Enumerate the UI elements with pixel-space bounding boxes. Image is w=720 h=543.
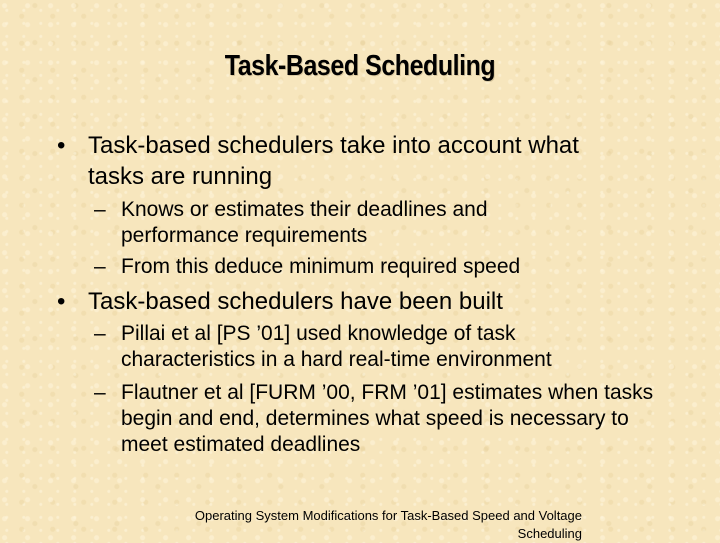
dash-icon: – — [94, 381, 106, 404]
sub-bullet-item — [94, 197, 554, 249]
slide-title: Task-Based Scheduling — [224, 50, 496, 82]
sub-bullet-text: Pillai et al [PS ’01] used knowledge of task characteristics in a hard real-time environment — [121, 322, 552, 371]
bullet-text: Task-based schedulers have been built — [88, 288, 503, 315]
dash-icon: – — [94, 255, 106, 278]
sub-bullet-text: Flautner et al [FURM ’00, FRM ’01] estimates when tasks begin and end, determines what speed is necessary to meet estimated deadlines — [121, 381, 654, 456]
bullet-item — [57, 130, 617, 192]
sub-bullet-text: From this deduce minimum required speed — [121, 255, 521, 278]
sub-bullet-item — [94, 254, 594, 280]
bullet-icon: • — [57, 288, 66, 315]
bullet-item — [57, 286, 637, 317]
sub-bullet-text: Knows or estimates their deadlines and performance requirements — [121, 198, 488, 247]
bullet-text: Task-based schedulers take into account what tasks are running — [88, 132, 579, 190]
dash-icon: – — [94, 322, 106, 345]
dash-icon: – — [94, 198, 106, 221]
slide-footer: Operating System Modifications for Task-Based Speed and Voltage Scheduling — [194, 508, 582, 541]
sub-bullet-item — [94, 380, 674, 458]
sub-bullet-item — [94, 321, 624, 373]
bullet-icon: • — [57, 132, 66, 159]
